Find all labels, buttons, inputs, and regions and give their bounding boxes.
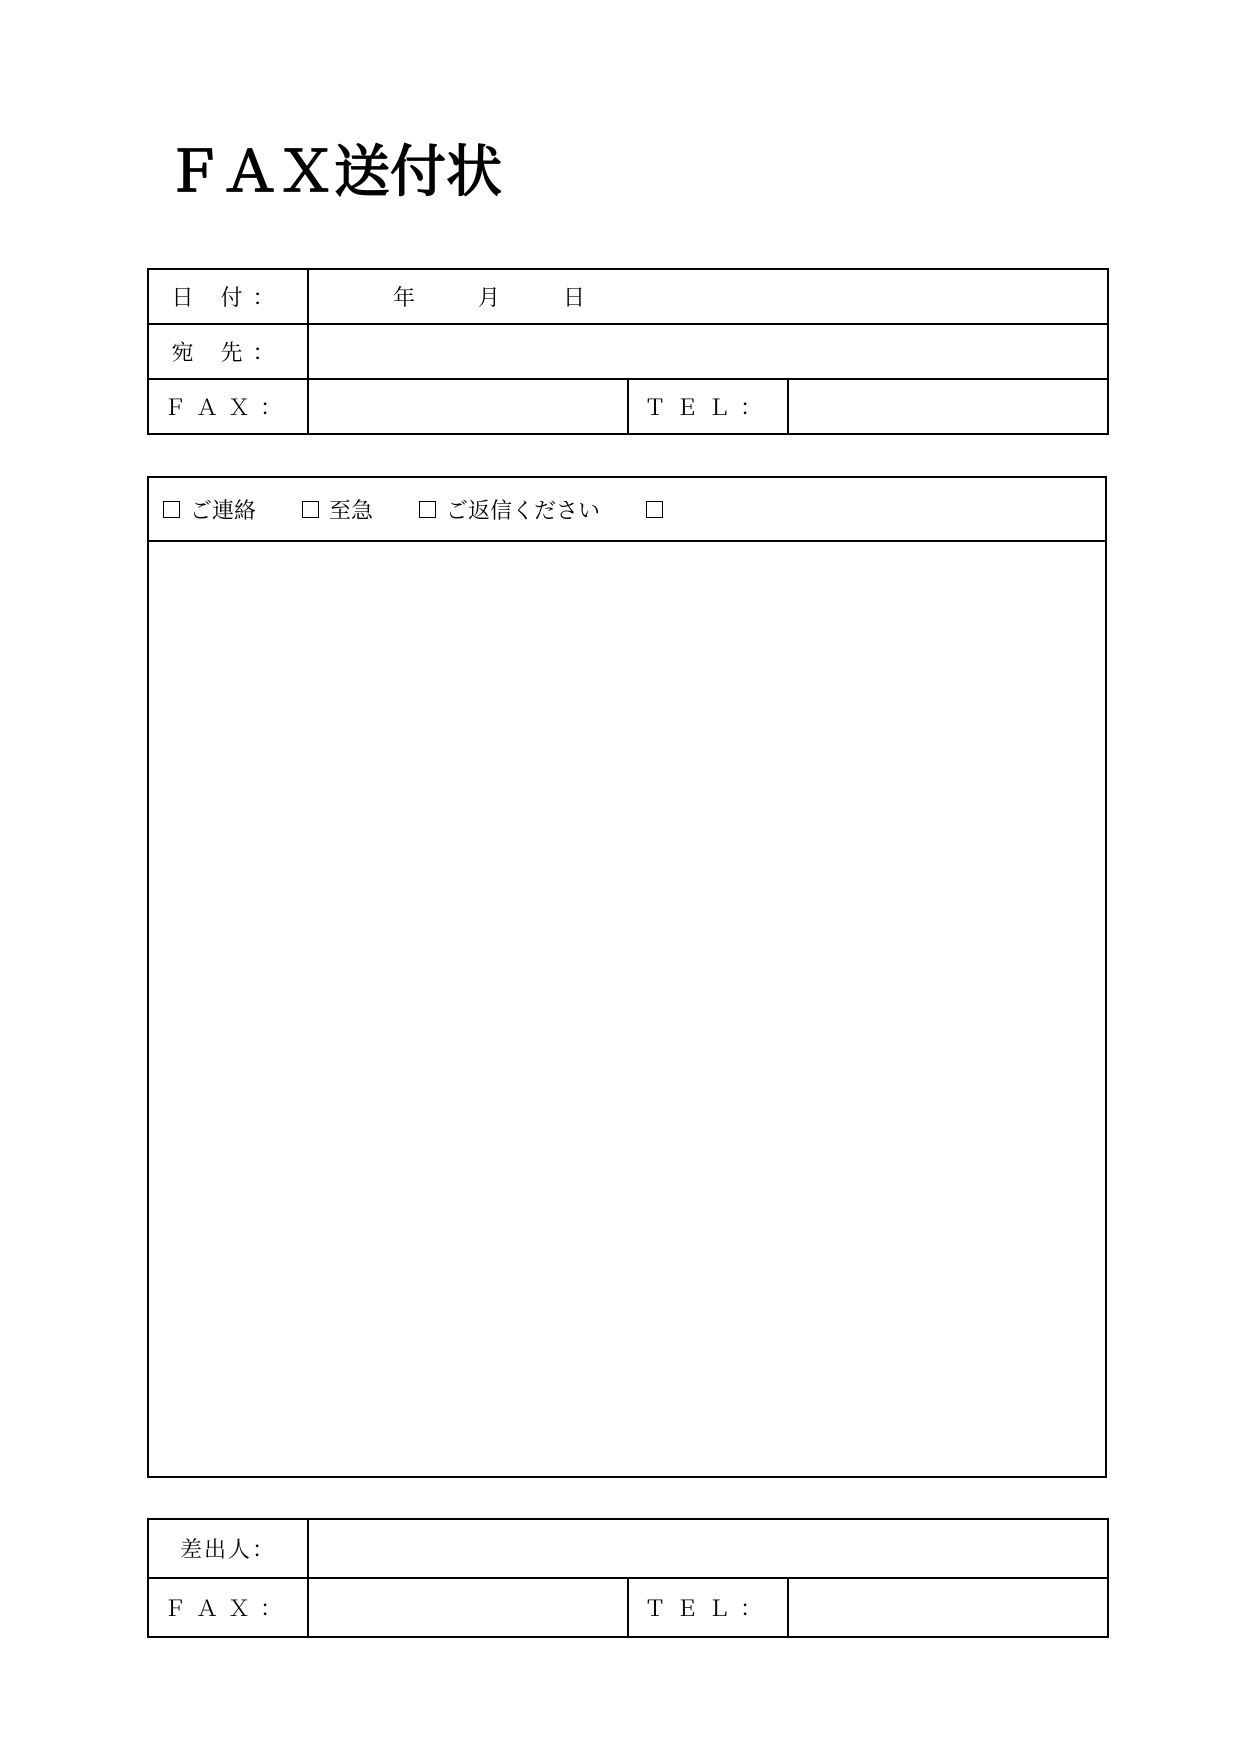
recipient-contact-row bbox=[148, 379, 1108, 434]
sender-tel-label: ＴＥＬ： bbox=[628, 1578, 788, 1637]
date-field[interactable] bbox=[308, 269, 1108, 324]
check-urgent-label: 至急 bbox=[329, 498, 374, 524]
page-title: ＦＡＸ送付状 bbox=[166, 140, 502, 205]
recipient-fax-field[interactable] bbox=[308, 379, 628, 434]
checkbox-icon[interactable] bbox=[646, 501, 663, 518]
checkbox-icon[interactable] bbox=[163, 501, 180, 518]
recipient-table bbox=[147, 268, 1109, 435]
date-row bbox=[148, 269, 1108, 324]
date-label: 日 付： bbox=[148, 269, 308, 324]
recipient-label: 宛 先： bbox=[148, 324, 308, 379]
sender-fax-label: ＦＡＸ： bbox=[148, 1578, 308, 1637]
sender-field[interactable] bbox=[308, 1519, 1108, 1578]
sender-tel-field[interactable] bbox=[788, 1578, 1108, 1637]
message-box bbox=[147, 476, 1107, 1478]
sender-label: 差出人： bbox=[148, 1519, 308, 1578]
date-month-unit: 月 bbox=[478, 286, 501, 311]
recipient-row bbox=[148, 324, 1108, 379]
sender-table bbox=[147, 1518, 1109, 1638]
date-year-unit: 年 bbox=[393, 286, 416, 311]
check-urgent[interactable] bbox=[302, 494, 373, 525]
check-reply-label: ご返信ください bbox=[446, 498, 601, 524]
recipient-field[interactable] bbox=[308, 324, 1108, 379]
recipient-tel-label: ＴＥＬ： bbox=[628, 379, 788, 434]
recipient-tel-field[interactable] bbox=[788, 379, 1108, 434]
message-body[interactable] bbox=[149, 542, 1105, 1476]
checkbox-icon[interactable] bbox=[419, 501, 436, 518]
sender-fax-field[interactable] bbox=[308, 1578, 628, 1637]
checkbox-icon[interactable] bbox=[302, 501, 319, 518]
check-other[interactable] bbox=[646, 501, 673, 518]
check-contact-label: ご連絡 bbox=[190, 498, 257, 524]
checkbox-row bbox=[149, 478, 1105, 542]
sender-contact-row bbox=[148, 1578, 1108, 1637]
check-contact[interactable] bbox=[163, 494, 256, 525]
check-reply[interactable] bbox=[419, 494, 600, 525]
sender-row bbox=[148, 1519, 1108, 1578]
recipient-fax-label: ＦＡＸ： bbox=[148, 379, 308, 434]
date-day-unit: 日 bbox=[563, 286, 586, 311]
